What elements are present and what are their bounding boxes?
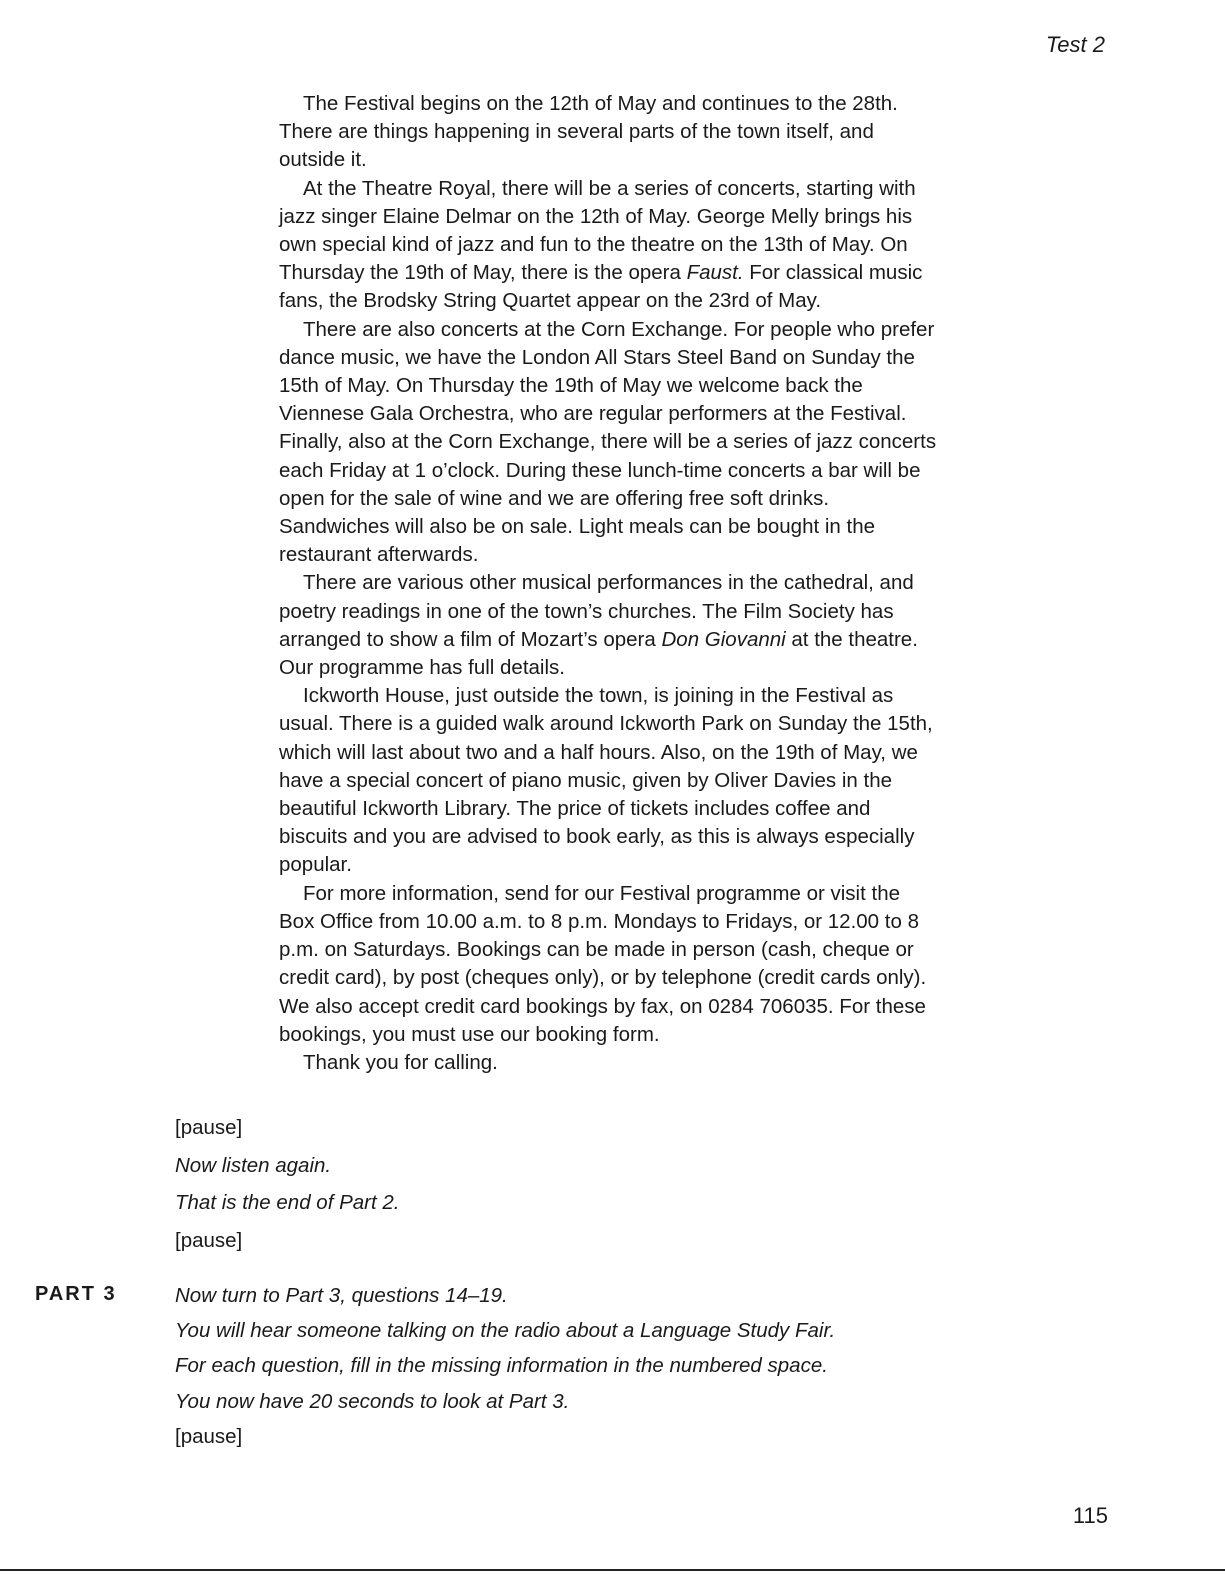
paragraph-text: For classical music fans, the Brodsky String Quartet appear on the 23rd of May. <box>279 261 923 313</box>
section-label: Test 2 <box>1045 32 1105 57</box>
part-3-heading: PART 3 <box>35 1283 117 1305</box>
instruction-line: You now have 20 seconds to look at Part 3. <box>175 1389 570 1413</box>
end-of-part-direction: That is the end of Part 2. <box>175 1191 400 1214</box>
stage-directions <box>175 1112 400 1262</box>
part-3-instructions <box>175 1280 835 1456</box>
instruction-line: For each question, fill in the missing information in the numbered space. <box>175 1354 828 1378</box>
pause-direction: [pause] <box>175 1228 243 1252</box>
pause-direction: [pause] <box>175 1116 243 1139</box>
transcript-body <box>279 90 939 1077</box>
paragraph-corn-exchange: There are also concerts at the Corn Exchange. For people who prefer dance music, we have the London All Stars Steel Band on Sunday the 15th of May. On Thursday the 19th of May we welcome back the Viennese Gala Orchestra, who are regular performers at the Festival. Finally, also at the Corn Exchange, there will be a series of jazz concerts each Friday at 1 o’clock. During these lunch-time concerts a bar will be open for the sale of wine and we are offering free soft drinks. Sandwiches will also be on sale. Light meals can be bought in the restaurant afterwards. <box>279 317 937 567</box>
page-bottom-rule <box>0 1569 1225 1571</box>
instruction-line: You will hear someone talking on the radio about a Language Study Fair. <box>175 1319 836 1343</box>
page-number: 115 <box>1072 1503 1108 1528</box>
listen-again-direction: Now listen again. <box>175 1153 332 1177</box>
paragraph-theatre-royal <box>279 175 939 316</box>
instruction-line: Now turn to Part 3, questions 14–19. <box>175 1284 508 1307</box>
paragraph-text: There are various other musical performances in the cathedral, and poetry readings in one of the town’s churches. The Film Society has arranged to show a film of Mozart’s opera <box>279 571 914 651</box>
paragraph-text: At the Theatre Royal, there will be a series of concerts, starting with jazz singer Elaine Delmar on the 12th of May. George Melly brings his own special kind of jazz and fun to the theatre on the 13th of May. On Thursday the 19th of May, there is the opera <box>279 176 916 285</box>
paragraph-other-performances <box>279 569 939 682</box>
opera-title-don-giovanni: Don Giovanni <box>661 627 786 651</box>
paragraph-booking-info: For more information, send for our Festival programme or visit the Box Office from 10.00 a.m. to 8 p.m. Mondays to Fridays, or 12.00 to 8 p.m. on Saturdays. Bookings can be made in person (cash, cheque or credit card), by post (cheques only), or by telephone (credit cards only). We also accept credit card bookings by fax, on 0284 706035. For these bookings, you must use our booking form. <box>279 881 927 1046</box>
paragraph-closing: Thank you for calling. <box>303 1050 498 1074</box>
pause-direction: [pause] <box>175 1424 243 1448</box>
paragraph-text: at the theatre. Our programme has full details. <box>279 627 918 680</box>
paragraph-ickworth-house: Ickworth House, just outside the town, is joining in the Festival as usual. There is a guided walk around Ickworth Park on Sunday the 15th, which will last about two and a half hours. Also, on the 19th of May, we have a special concert of piano music, given by Oliver Davies in the beautiful Ickworth Library. The price of tickets includes coffee and biscuits and you are advised to book early, as this is always especially popular. <box>279 684 933 877</box>
paragraph-festival-dates: The Festival begins on the 12th of May and continues to the 28th. There are things happening in several parts of the town itself, and outside it. <box>279 92 898 172</box>
opera-title-faust: Faust. <box>686 261 744 285</box>
